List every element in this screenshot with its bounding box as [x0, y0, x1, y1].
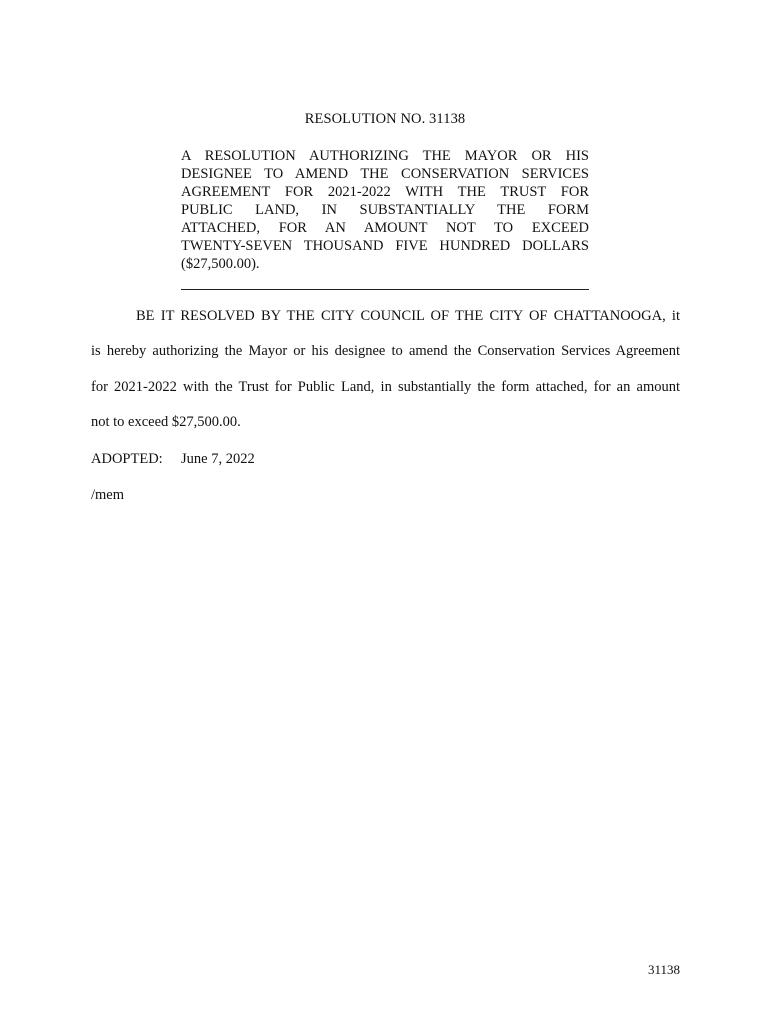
caption-divider [181, 289, 589, 290]
caption-line: TWENTY-SEVEN THOUSAND FIVE HUNDRED DOLLARS [181, 238, 589, 254]
typist-initials: /mem [91, 487, 125, 503]
body-text-line: for 2021-2022 with the Trust for Public Land, in substantially the form attached, for an amount [91, 379, 680, 395]
body-text-line: not to exceed $27,500.00. [91, 414, 241, 430]
caption-line: A RESOLUTION AUTHORIZING THE MAYOR OR HIS [181, 148, 589, 164]
resolution-title: RESOLUTION NO. 31138 [304, 111, 466, 127]
caption-line: ($27,500.00). [181, 256, 260, 272]
footer-resolution-number: 31138 [647, 962, 680, 977]
body-text-line: is hereby authorizing the Mayor or his designee to amend the Conservation Services Agreement [91, 343, 680, 359]
body-text-line: BE IT RESOLVED BY THE CITY COUNCIL OF THE CITY OF CHATTANOOGA, it [136, 308, 680, 324]
caption-line: AGREEMENT FOR 2021-2022 WITH THE TRUST FOR [181, 184, 589, 200]
adopted-label: ADOPTED: [91, 451, 163, 467]
caption-line: PUBLIC LAND, IN SUBSTANTIALLY THE FORM [181, 202, 589, 218]
adopted-date: June 7, 2022 [181, 451, 255, 467]
caption-line: DESIGNEE TO AMEND THE CONSERVATION SERVICES [181, 166, 589, 182]
resolution-caption [181, 147, 589, 273]
caption-line: ATTACHED, FOR AN AMOUNT NOT TO EXCEED [181, 220, 589, 236]
adopted-line [91, 451, 255, 468]
